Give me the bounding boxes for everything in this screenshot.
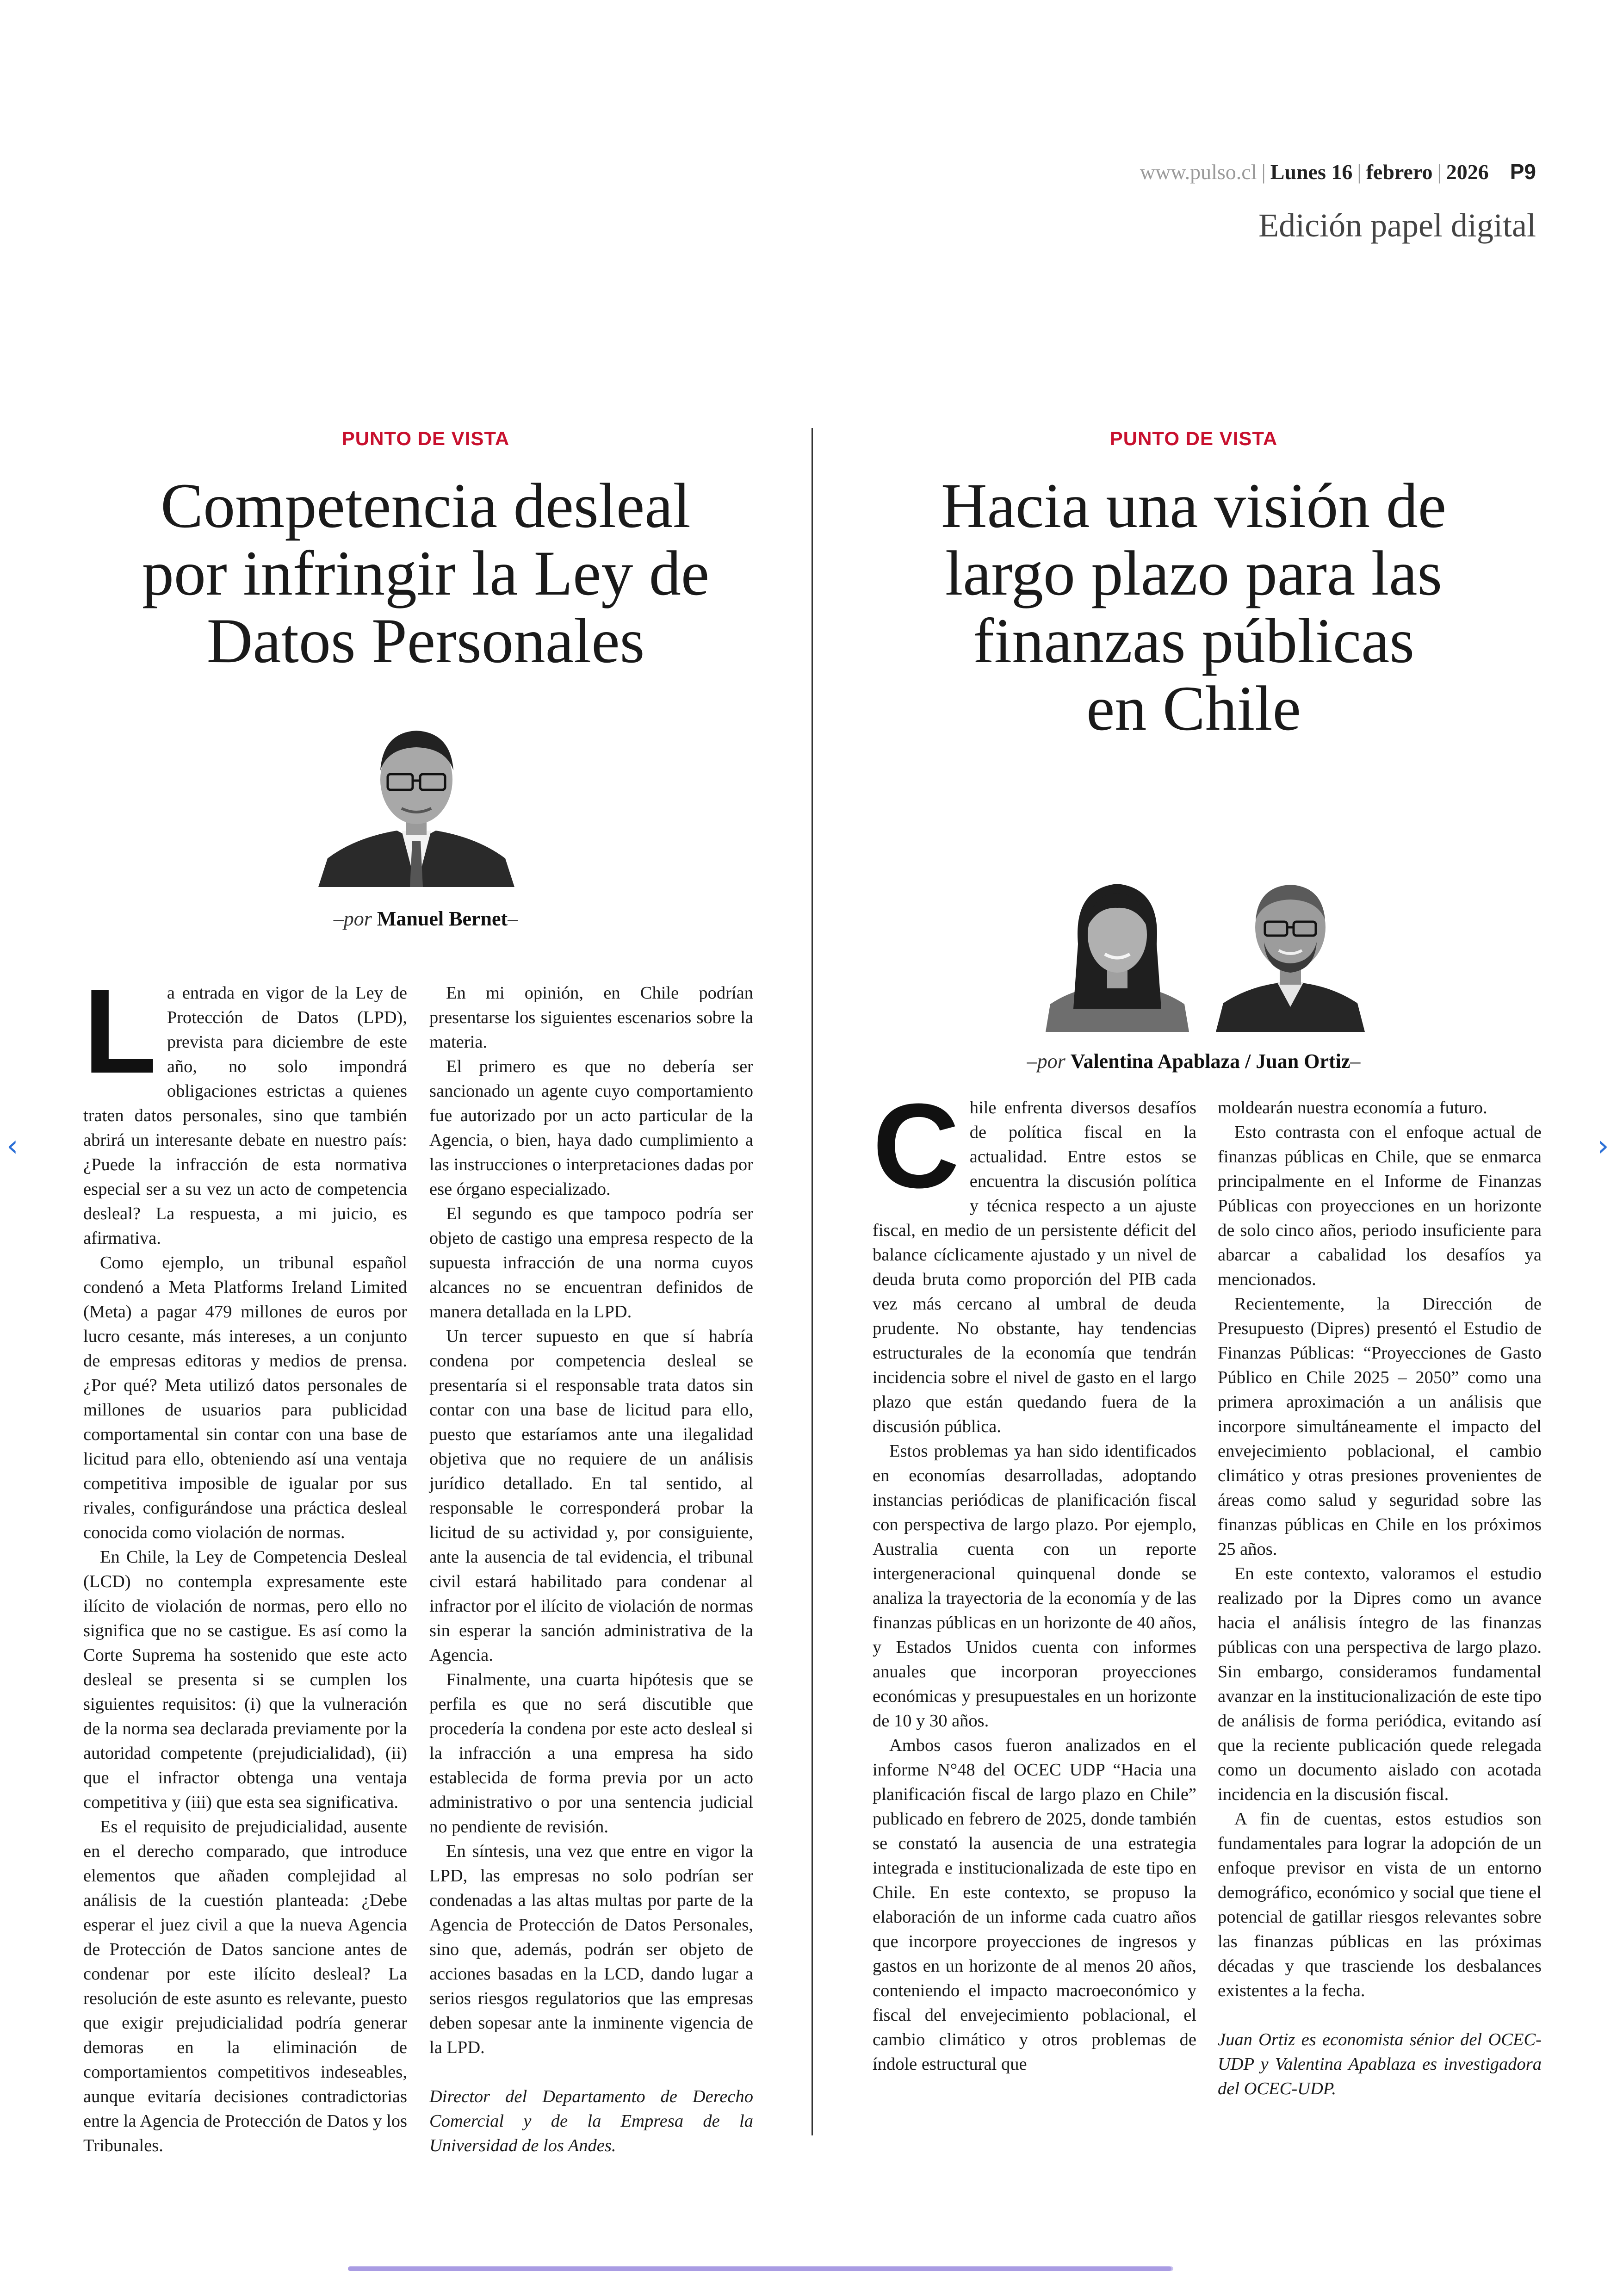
author-signature: Juan Ortiz es economista sénior del OCEC-UDP y Valentina Apablaza es investigadora del OCEC-UDP. [1218,2030,1542,2098]
author-names: Valentina Apablaza / Juan Ortiz [1070,1050,1350,1073]
author-photo-ortiz [1216,868,1365,1032]
paragraph: El segundo es que tampoco podría ser objeto de castigo una empresa respecto de la supuesta infracción de una norma cuyos alcances no se encuentran definidos de manera detallada en la LPD. [429,1204,753,1322]
site-url: www.pulso.cl [1140,160,1257,184]
chevron-right-icon[interactable]: › [1597,1129,1609,1163]
author-photo-bernet [318,720,514,887]
left-headline-line: Competencia desleal [161,470,691,541]
right-headline-line: finanzas públicas [973,605,1415,676]
byline-suffix: – [1350,1050,1361,1073]
paragraph: Esto contrasta con el enfoque actual de finanzas públicas en Chile, que se enmarca principalmente en el Informe de Finanzas Públicas con proyecciones en un horizonte de solo cinco años, periodo insuficiente para abarcar a cabalidad los desafíos ya mencionados. [1218,1123,1542,1289]
author-photo-apablaza [1046,870,1189,1032]
right-headline [851,472,1536,742]
paragraph: hile enfrenta diversos desafíos de política fiscal en la actualidad. Entre estos se encuentra la discusión política y técnica respecto a un ajuste fiscal, en medio de un persistente déficit del balance cíclicamente ajustado y un nivel de deuda bruta como proporción del PIB cada vez más cercano al umbral de deuda prudente. No obstante, hay tendencias estructurales de la economía que tendrán incidencia sobre el nivel de gasto en el largo plazo que están quedando fuera de la discusión pública. [873,1098,1196,1436]
page-header: www.pulso.cl | Lunes 16 | febrero | 2026 P9 [1140,160,1536,184]
left-column-1 [83,964,407,2158]
header-year: 2026 [1446,160,1489,184]
left-headline [83,472,768,675]
paragraph: Estos problemas ya han sido identificados en economías desarrolladas, adoptando instancias periódicas de planificación fiscal con perspectiva de largo plazo. Por ejemplo, Australia cuenta con un reporte intergeneracional quinquenal donde se analiza la trayectoria de la economía y de las finanzas públicas en un horizonte de 40 años, y Estados Unidos cuenta con informes anuales que incorporan proyecciones económicas y presupuestales en un horizonte de 10 y 30 años. [873,1441,1196,1731]
edition-label: Edición papel digital [1258,207,1536,244]
left-headline-line: Datos Personales [206,605,645,676]
paragraph: El primero es que no debería ser sancionado un agente cuyo comportamiento fue autorizado por un acto particular de la Agencia, o bien, haya dado cumplimiento a las instrucciones o interpretaciones dadas por ese órgano especializado. [429,1057,753,1199]
right-headline-line: Hacia una visión de [941,470,1447,541]
header-day: Lunes 16 [1270,160,1353,184]
paragraph: Como ejemplo, un tribunal español condenó a Meta Platforms Ireland Limited (Meta) a pagar 479 millones de euros por lucro cesante, más intereses, a un conjunto de empresas editoras y medios de prensa. ¿Por qué? Meta utilizó datos personales de millones de usuarios para publicidad comportamental sin contar con una base de licitud para ello, obteniendo así una ventaja competitiva imposible de igualar por sus rivales, configurándose una práctica desleal conocida como violación de normas. [83,1253,407,1542]
byline-prefix: –por [1027,1050,1065,1073]
paragraph: Un tercer supuesto en que sí habría condena por competencia desleal se presentaría si el responsable trata datos sin contar con una base de licitud para ello, puesto que estaríamos ante una ilegalidad objetiva que no requiere de un análisis jurídico detallado. En tal sentido, al responsable le corresponderá probar la licitud de su actividad y, por consiguiente, ante la ausencia de tal evidencia, el tribunal civil estará habilitado para condenar al infractor por el ilícito de violación de normas sin esperar la sanción administrativa de la Agencia. [429,1327,753,1665]
left-headline-line: por infringir la Ley de [142,538,710,608]
paragraph: En este contexto, valoramos el estudio realizado por la Dipres como un avance hacia el análisis íntegro de las finanzas públicas con una perspectiva de largo plazo. Sin embargo, consideramos fundamental avanzar en la institucionalización de este tipo de análisis de forma periódica, evitando así que la reciente publicación quede relegada como un documento aislado con acotada incidencia en la discusión fiscal. [1218,1564,1542,1804]
column-divider [812,428,813,2135]
left-column-2 [429,981,753,2158]
paragraph: Recientemente, la Dirección de Presupuesto (Dipres) presentó el Estudio de Finanzas Públicas: “Proyecciones de Gasto Público en Chile 2025 – 2050” como una primera aproximación a un análisis que incorpore simultáneamente el impacto del envejecimiento poblacional, el cambio climático y otras presiones provenientes de áreas como salud y seguridad sobre las finanzas públicas en Chile en los próximos 25 años. [1218,1294,1542,1559]
paragraph: En mi opinión, en Chile podrían presentarse los siguientes escenarios sobre la materia. [429,983,753,1052]
left-byline [83,907,768,931]
dropcap: L [83,964,157,1098]
byline-prefix: –por [333,907,372,930]
chevron-left-icon[interactable]: ‹ [6,1129,19,1163]
paragraph: moldearán nuestra economía a futuro. [1218,1098,1487,1117]
left-kicker: PUNTO DE VISTA [341,428,510,449]
author-signature: Director del Departamento de Derecho Comercial y de la Empresa de la Universidad de los Andes. [429,2087,753,2155]
header-month: febrero [1366,160,1433,184]
right-headline-line: largo plazo para las [945,538,1443,608]
right-column-1 [873,1079,1196,2077]
author-name: Manuel Bernet [377,907,508,930]
right-column-2 [1218,1096,1542,2101]
scroll-thumb[interactable] [348,2266,1171,2271]
paragraph: En Chile, la Ley de Competencia Desleal (LCD) no contempla expresamente este ilícito de violación de normas, pero ello no significa que no se castigue. Es así como la Corte Suprema ha sostenido que este acto desleal se presenta si se cumplen los siguientes requisitos: (i) que la vulneración de la norma sea declarada previamente por la autoridad competente (prejudicialidad), (ii) que el infractor obtenga una ventaja competitiva y (iii) que esta sea significativa. [83,1547,407,1812]
byline-suffix: – [508,907,518,930]
dropcap: C [873,1079,960,1213]
right-byline [851,1049,1536,1073]
paragraph: a entrada en vigor de la Ley de Protección de Datos (LPD), prevista para diciembre de este año, no solo impondrá obligaciones estrictas a quienes traten datos personales, sino que también abrirá un interesante debate en nuestro país: ¿Puede la infracción de esta normativa especial ser a su vez un acto de competencia desleal? La respuesta, a mi juicio, es afirmativa. [83,983,407,1248]
right-kicker: PUNTO DE VISTA [1109,428,1278,449]
right-headline-line: en Chile [1086,673,1301,744]
paragraph: Ambos casos fueron analizados en el informe N°48 del OCEC UDP “Hacia una planificación fiscal de largo plazo en Chile” publicado en febrero de 2025, donde también se constató la ausencia de una estrategia integrada e institucionalizada de este tipo en Chile. En este contexto, se propuso la elaboración de un informe cada cuatro años que incorpore proyecciones de ingresos y gastos en un horizonte de al menos 20 años, conteniendo el impacto macroeconómico y fiscal del envejecimiento poblacional, el cambio climático y otros problemas de índole estructural que [873,1736,1196,2074]
paragraph: A fin de cuentas, estos estudios son fundamentales para lograr la adopción de un enfoque previsor en vista de un entorno demográfico, económico y social que tiene el potencial de gatillar riesgos relevantes sobre las finanzas públicas en las próximas décadas y que trasciende los desbalances existentes a la fecha. [1218,1809,1542,2000]
paragraph: En síntesis, una vez que entre en vigor la LPD, las empresas no solo podrían ser condenadas a las altas multas por parte de la Agencia de Protección de Datos Personales, sino que, además, podrán ser objeto de acciones basadas en la LCD, dando lugar a serios riesgos regulatorios que las empresas deben sopesar ante la inminente vigencia de la LPD. [429,1842,753,2057]
paragraph: Finalmente, una cuarta hipótesis que se perfila es que no será discutible que procedería la condena por este acto desleal si la infracción a una empresa ha sido establecida de forma previa por un acto administrativo o por una sentencia judicial no pendiente de revisión. [429,1670,753,1837]
page-number: P9 [1510,160,1536,184]
paragraph: Es el requisito de prejudicialidad, ausente en el derecho comparado, que introduce elementos que añaden complejidad al análisis de la cuestión planteada: ¿Debe esperar el juez civil a que la nueva Agencia de Protección de Datos sancione antes de condenar por este ilícito desleal? La resolución de este asunto es relevante, puesto que exigir prejudicialidad podría generar demoras en la eliminación de comportamientos competitivos indeseables, aunque evitaría decisiones contradictorias entre la Agencia de Protección de Datos y los Tribunales. [83,1817,407,2155]
